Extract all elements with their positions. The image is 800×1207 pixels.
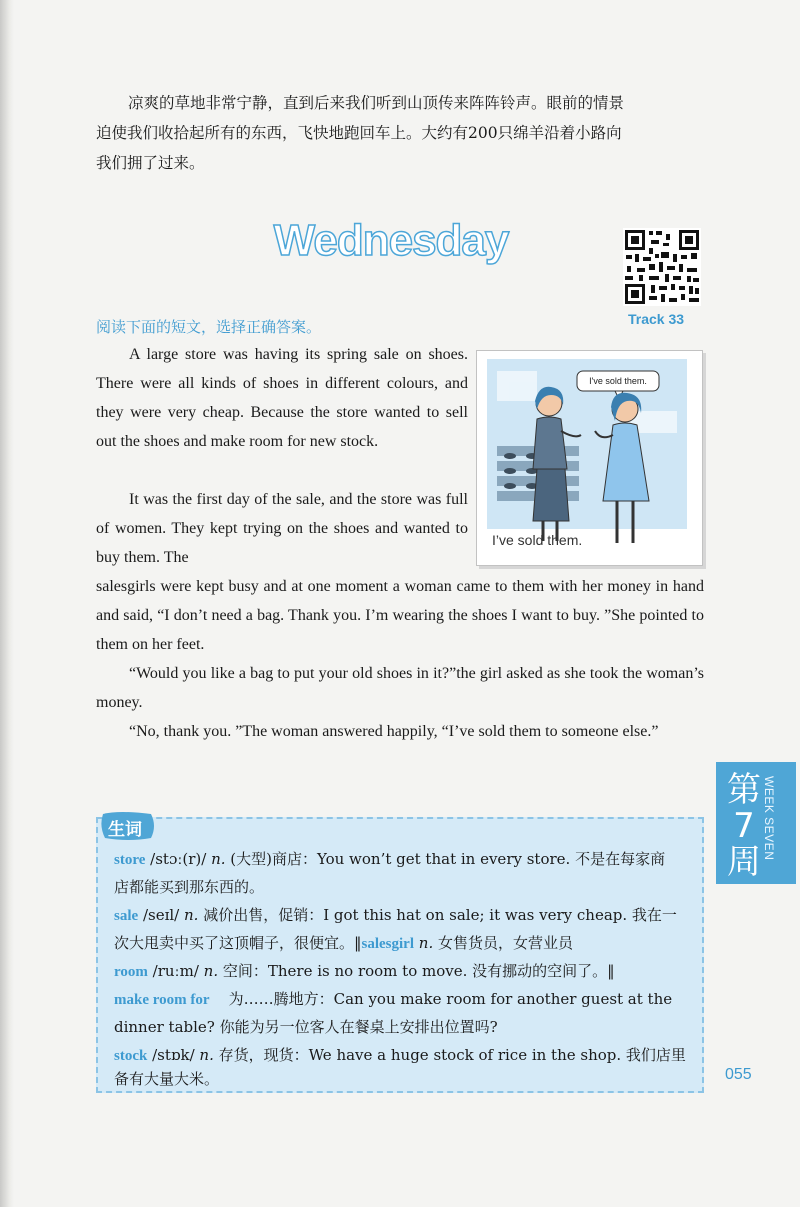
passage-paragraph-3: “Would you like a bag to put your old shoes in it?”the girl asked as she took the woman’s money. [96, 665, 704, 711]
vocab-headword: room [114, 964, 148, 980]
vocab-headword: make room for [114, 992, 210, 1008]
vocab-line: 备有大量大米。 [114, 1070, 220, 1088]
intro-line: 凉爽的草地非常宁静，直到后来我们听到山顶传来阵阵铃声。眼前的情景 [128, 94, 625, 112]
intro-translation [96, 88, 708, 178]
vocab-line: make room for 为……腾地方：Can you make room for another guest at the [114, 990, 673, 1008]
vocab-headword: store [114, 852, 146, 868]
passage-paragraph-1: A large store was having its spring sale on shoes. There were all kinds of shoes in different colours, and they were very cheap. Because the store wanted to sell out the shoes and make room for new stock. [96, 346, 468, 450]
vocab-headword: stock [114, 1048, 148, 1064]
instruction-text: 阅读下面的短文，选择正确答案。 [96, 318, 322, 336]
intro-line: 迫使我们收拾起所有的东西，飞快地跑回车上。大约有200只绵羊沿着小路向 [96, 124, 622, 142]
track-label: Track 33 [628, 311, 685, 327]
week-english-label: WEEK SEVEN [762, 776, 776, 861]
vocab-line: stock /stɒk/ n. 存货，现货：We have a huge stock of rice in the shop. 我们店里 [114, 1046, 686, 1064]
book-binding-shadow [0, 0, 14, 1207]
illustration-caption: I’ve sold them. [492, 532, 583, 548]
vocab-line: store /stɔː(r)/ n. (大型)商店：You won’t get that in every store. 不是在每家商 [114, 850, 666, 868]
vocab-headword: salesgirl [361, 936, 415, 952]
passage-paragraph-4: “No, thank you. ”The woman answered happily, “I’ve sold them to someone else.” [129, 723, 659, 740]
speech-bubble-text: I've sold them. [589, 376, 647, 386]
day-title: Wednesday [273, 216, 509, 265]
vocab-line: room /ruːm/ n. 空间：There is no room to move. 没有挪动的空间了。‖ [114, 962, 615, 980]
passage-paragraph-2b: salesgirls were kept busy and at one moment a woman came to them with her money in hand and said, “I don’t need a bag. Thank you. I’m wearing the shoes I want to buy. ”She pointed to them on her feet. [96, 578, 704, 653]
qr-code-icon[interactable] [623, 228, 701, 306]
vocab-line: 店都能买到那东西的。 [114, 878, 265, 896]
week-number-label: 第7周 [727, 770, 761, 882]
intro-line: 我们拥了过来。 [96, 154, 205, 172]
page-number: 055 [725, 1066, 752, 1083]
vocab-line: 次大甩卖中买了这顶帽子，很便宜。‖salesgirl n. 女售货员，女营业员 [114, 934, 574, 952]
passage-paragraph-2a: It was the first day of the sale, and the store was full of women. They kept trying on the shoes and wanted to buy them. The [96, 491, 468, 566]
vocab-tag-label: 生词 [108, 820, 142, 840]
vocab-line: dinner table? 你能为另一位客人在餐桌上安排出位置吗? [114, 1018, 498, 1036]
vocab-line: sale /seɪl/ n. 减价出售，促销：I got this hat on sale; it was very cheap. 我在一 [114, 906, 677, 924]
vocab-headword: sale [114, 908, 139, 924]
